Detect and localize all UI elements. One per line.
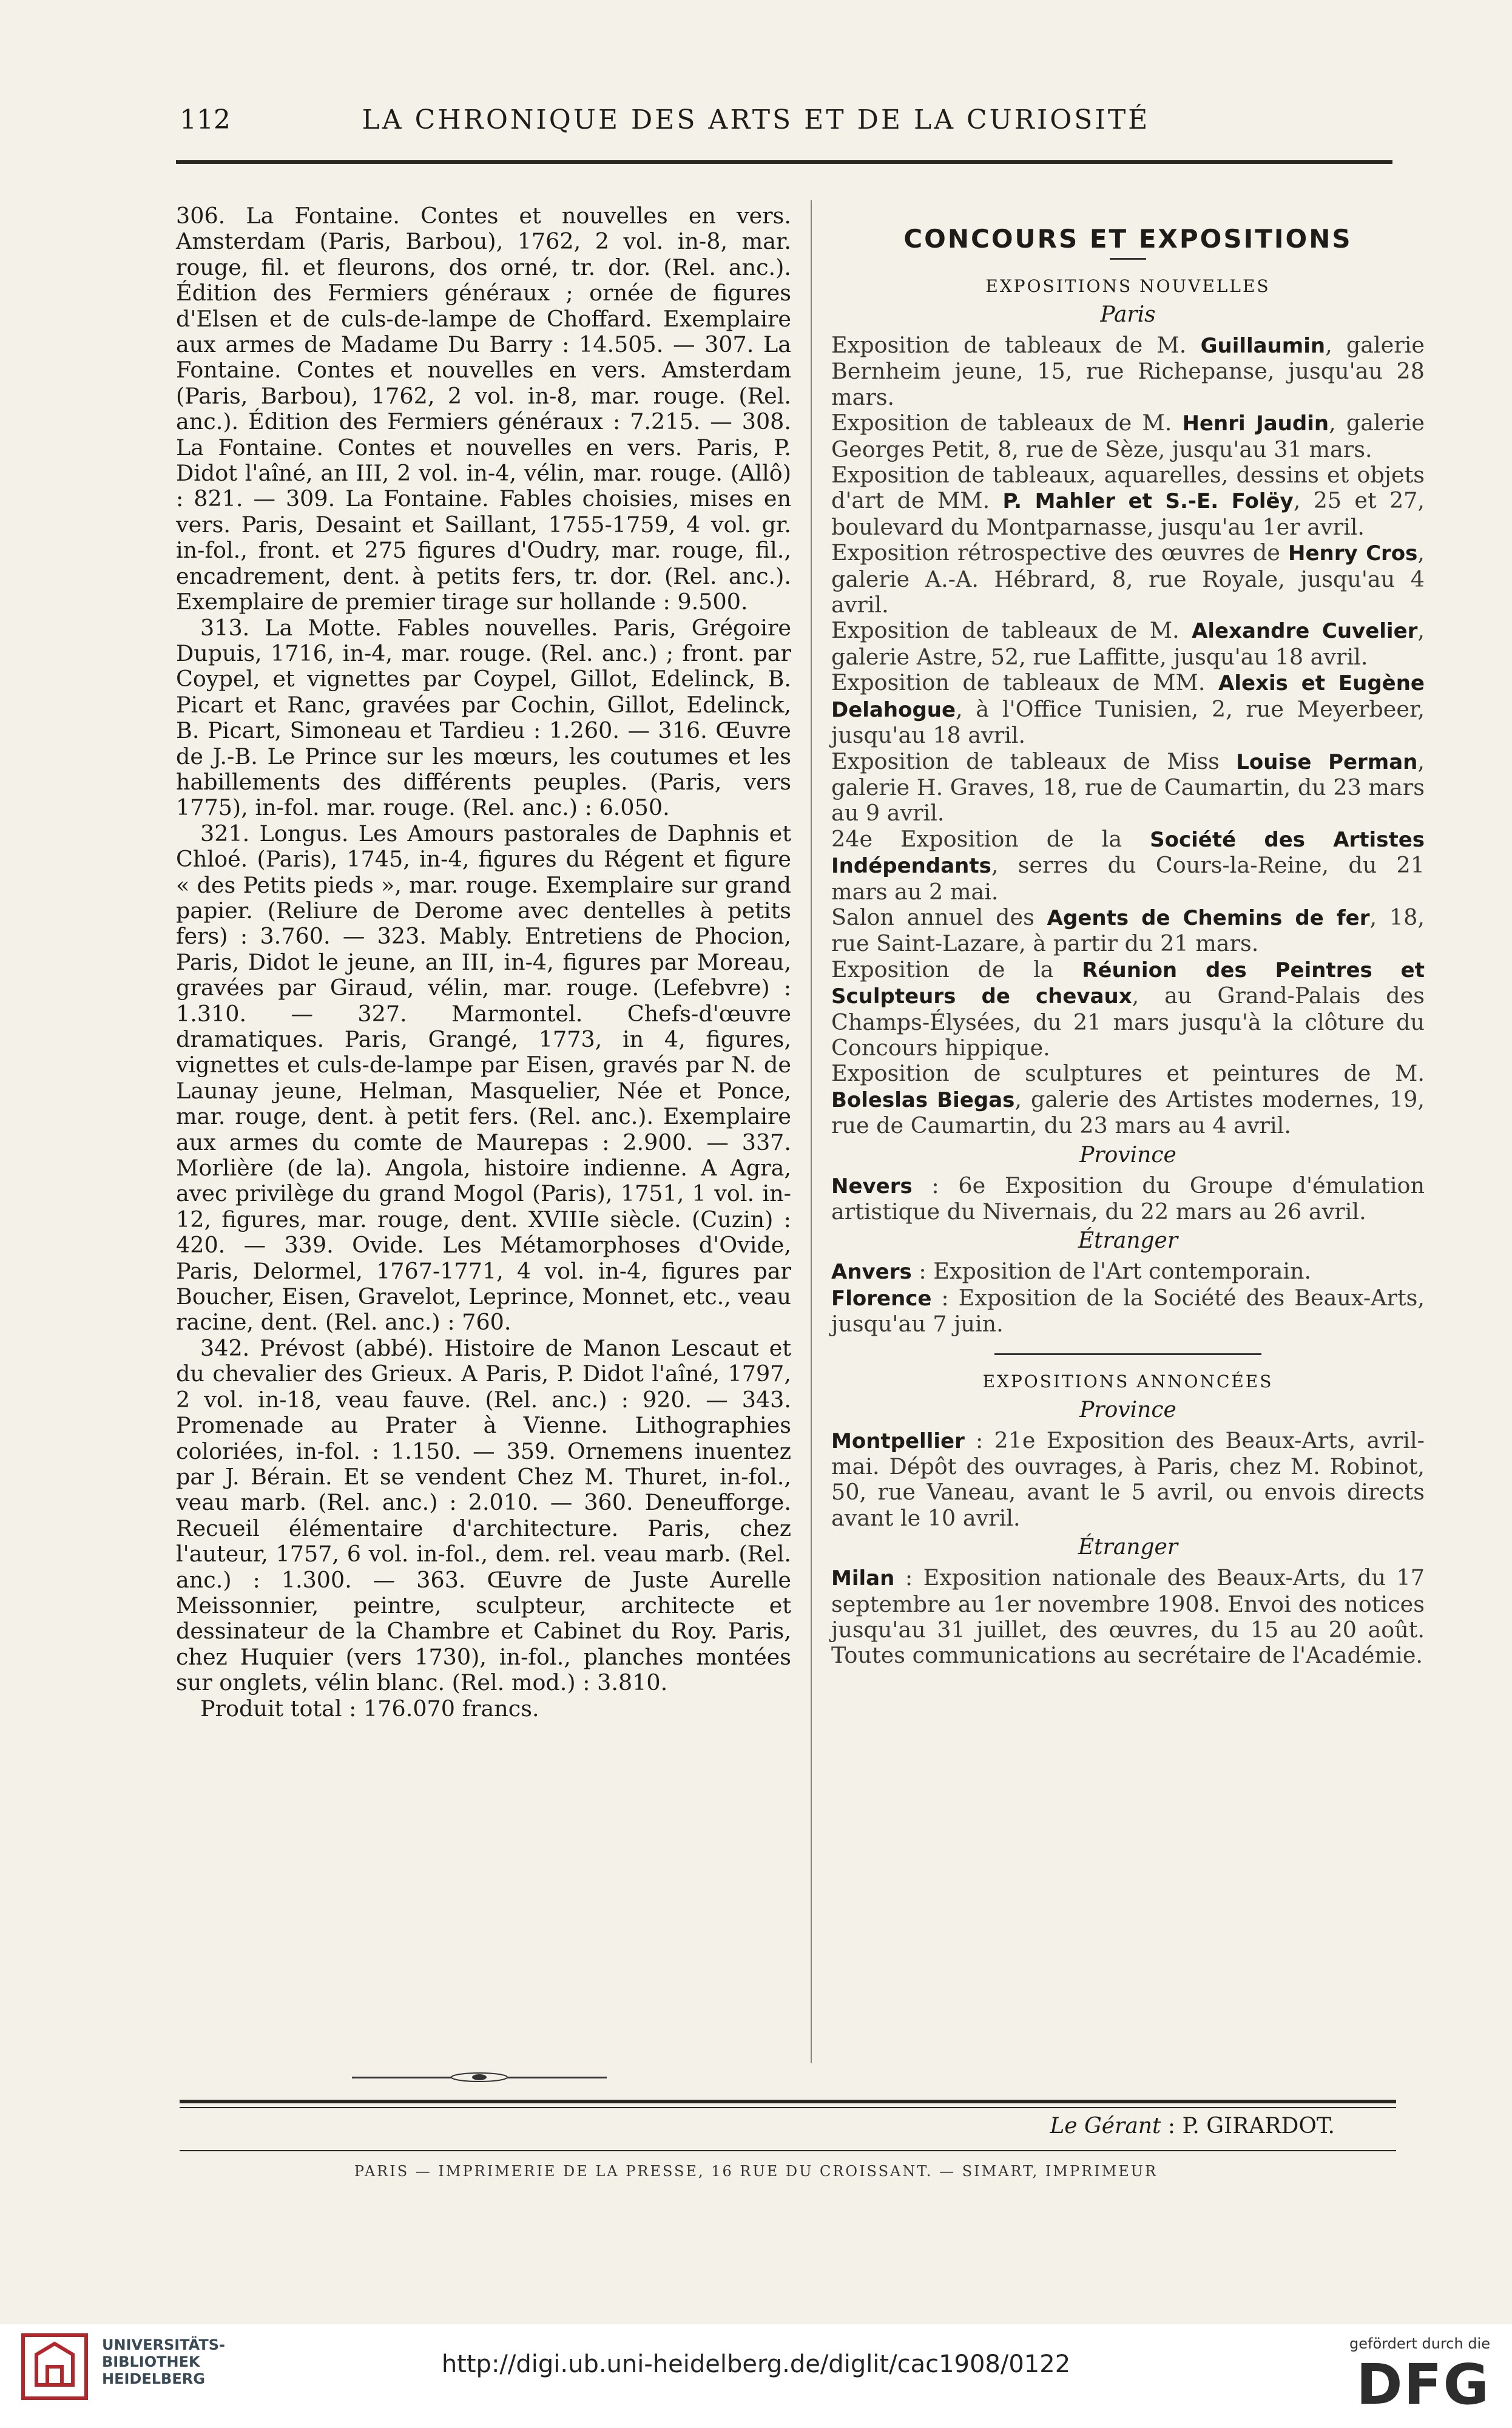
entry-name: Henri Jaudin [1182,411,1329,436]
entry-text-after: , galerie Astre, 52, rue Laffitte, jusqu'au 18 avril. [831,617,1425,670]
province-entries [831,1173,1425,1225]
paragraph-342: 342. Prévost (abbé). Histoire de Manon Lescaut et du chevalier des Grieux. A Paris, P. Didot l'aîné, 1797, 2 vol. in-18, veau fauve. (Rel. anc.) : 920. — 343. Promenade au Prater à Vienne. Lithographies coloriées, in-fol. : 1.150. — 359. Ornemens inuentez par J. Bérain. Et se vendent Chez M. Thuret, in-fol., veau marb. (Rel. anc.) : 2.010. — 360. Deneufforge. Recueil élémentaire d'architecture. Paris, chez l'auteur, 1757, 6 vol. in-fol., dem. rel. veau marb. (Rel. anc.) : 1.300. — 363. Œuvre de Juste Aurelle Meissonnier, peintre, sculpteur, architecte et dessinateur de la Chambre et Cabinet du Roy. Paris, chez Huquier (vers 1730), in-fol., planches montées sur onglets, vélin blanc. (Rel. mod.) : 3.810. [176,1334,791,1696]
exhibition-entry [831,670,1425,748]
exhibition-entry [831,1565,1425,1669]
library-line-2: BIBLIOTHEK [102,2353,200,2370]
right-column [831,203,1425,1669]
entry-text-before: Exposition de tableaux de M. [831,332,1201,358]
section-rule [994,1353,1261,1355]
library-line-1: UNIVERSITÄTS- [102,2336,226,2353]
province-label: Province [1079,1142,1176,1168]
entry-text-after: , galerie Bernheim jeune, 15, rue Richepanse, jusqu'au 28 mars. [831,332,1425,410]
entry-name: Boleslas Biegas [831,1087,1015,1112]
entry-text-after: , galerie Georges Petit, 8, rue de Sèze, jusqu'au 31 mars. [831,410,1425,462]
left-column [176,203,791,1722]
exhibition-entry [831,410,1425,462]
annoncees-heading: EXPOSITIONS ANNONCÉES [982,1371,1274,1392]
exhibition-entry [831,749,1425,827]
imprint-rule [180,2150,1396,2151]
entry-name: Milan [831,1566,895,1591]
entry-text-before: Exposition de la [831,956,1082,982]
nouvelles-heading: EXPOSITIONS NOUVELLES [985,276,1271,296]
paris-entries [831,333,1425,1139]
entry-text-after: : Exposition nationale des Beaux-Arts, du 17 septembre au 1er novembre 1908. Envoi des notices jusqu'au 31 juillet, des œuvres, du 15 au 20 août. Toutes communications au secrétaire de l'Académie. [831,1564,1425,1669]
entry-text-after: , à l'Office Tunisien, 2, rue Meyerbeer, jusqu'au 18 avril. [831,695,1425,749]
exhibition-entry [831,1061,1425,1138]
entry-text-after: : Exposition de la Société des Beaux-Arts, jusqu'au 7 juin. [831,1284,1425,1337]
exhibition-entry [831,905,1425,957]
paragraph-313: 313. La Motte. Fables nouvelles. Paris, Grégoire Dupuis, 1716, in-4, mar. rouge. (Rel. anc.) ; front. par Coypel, et vignettes par Coypel, Gillot, Edelinck, B. Picart et Ranc, gravées par Cochin, Gillot, Edelinck, B. Picart, Simoneau et Tardieu : 1.260. — 316. Œuvre de J.-B. Le Prince sur les mœurs, les coutumes et les habillements des différents peuples. (Paris, vers 1775), in-fol. mar. rouge. (Rel. anc.) : 6.050. [176,614,791,821]
etranger2-entries [831,1565,1425,1669]
exhibition-entry [831,1285,1425,1337]
gerant-name: : P. GIRARDOT. [1161,2114,1335,2139]
province2-label: Province [1079,1397,1176,1422]
total-line: Produit total : 176.070 francs. [200,1695,539,1722]
bottom-rule-thin [180,2107,1396,2108]
page-number: 112 [180,104,231,135]
entry-text-before: Exposition rétrospective des œuvres de [831,539,1289,566]
exhibition-entry [831,618,1425,670]
entry-text-after: , galerie H. Graves, 18, rue de Caumartin, du 23 mars au 9 avril. [831,748,1425,827]
entry-text-after: , au Grand-Palais des Champs-Élysées, du 21 mars jusqu'à la clôture du Concours hippique. [831,982,1425,1061]
entry-name: Louise Perman [1236,749,1418,774]
exhibition-entry [831,540,1425,618]
section-title: CONCOURS ET EXPOSITIONS [903,224,1352,254]
entry-text-after: , 25 et 27, boulevard du Montparnasse, jusqu'au 1er avril. [831,487,1425,540]
header-rule [176,160,1392,164]
running-title: LA CHRONIQUE DES ARTS ET DE LA CURIOSITÉ [362,104,1150,135]
exhibition-entry [831,957,1425,1061]
column-divider [811,200,812,2063]
entry-name: Alexis et Eugène Delahogue [831,671,1425,722]
entry-text-after: , galerie des Artistes modernes, 19, rue de Caumartin, du 23 mars au 4 avril. [831,1086,1425,1139]
entry-text-before: Exposition de tableaux de MM. [831,669,1219,696]
entry-name: P. Mahler et S.-E. Folëy [1002,489,1294,514]
exhibition-entry [831,1173,1425,1225]
dfg-logo: DFG [1356,2352,1490,2417]
gerant-label: Le Gérant [1050,2114,1161,2139]
etranger-entries [831,1259,1425,1337]
entry-name: Anvers [831,1260,912,1285]
entry-text-before: Exposition de tableaux de M. [831,617,1192,644]
imprint: PARIS — IMPRIMERIE DE LA PRESSE, 16 RUE DU CROISSANT. — SIMART, IMPRIMEUR [354,2163,1158,2180]
entry-text-before: 24e Exposition de la [831,825,1150,852]
entry-text-after: , galerie A.-A. Hébrard, 8, rue Royale, jusqu'au 4 avril. [831,539,1425,618]
etranger2-label: Étranger [1078,1535,1178,1560]
entry-text-before: Exposition de sculptures et peintures de M. [831,1060,1425,1087]
entry-text-after: : 6e Exposition du Groupe d'émulation artistique du Nivernais, du 22 mars au 26 avril. [831,1172,1425,1225]
entry-name: Henry Cros [1288,541,1418,566]
entry-name: Montpellier [831,1429,965,1453]
funding-label: gefördert durch die [1349,2335,1490,2352]
paragraph-306: 306. La Fontaine. Contes et nouvelles en vers. Amsterdam (Paris, Barbou), 1762, 2 vol. in-8, mar. rouge, fil. et fleurons, dos orné, tr. dor. (Rel. anc.). Édition des Fermiers généraux ; ornée de figures d'Elsen et de culs-de-lampe de Choffard. Exemplaire aux armes de Madame Du Barry : 14.505. — 307. La Fontaine. Contes et nouvelles en vers. Amsterdam (Paris, Barbou), 1762, 2 vol. in-8, mar. rouge. (Rel. anc.). Édition des Fermiers généraux : 7.215. — 308. La Fontaine. Contes et nouvelles en vers. Paris, P. Didot l'aîné, an III, 2 vol. in-4, vélin, mar. rouge. (Allô) : 821. — 309. La Fontaine. Fables choisies, mises en vers. Paris, Desaint et Saillant, 1755-1759, 4 vol. gr. in-fol., front. et 275 figures d'Oudry, mar. rouge, fil., encadrement, dent. à petits fers, tr. dor. (Rel. anc.). Exemplaire de premier tirage sur hollande : 9.500. [176,203,791,615]
entry-name: Réunion des Peintres et Sculpteurs de chevaux [831,958,1425,1009]
paris-label: Paris [1100,302,1156,327]
title-rule [1110,258,1146,260]
entry-text-before: Exposition de tableaux, aquarelles, dessins et objets d'art de MM. [831,462,1425,514]
province2-entries [831,1428,1425,1532]
library-line-3: HEIDELBERG [102,2370,205,2387]
entry-text-after: : 21e Exposition des Beaux-Arts, avril-mai. Dépôt des ouvrages, à Paris, chez M. Robinot, 50, rue Vaneau, avant le 5 avril, ou envois directs avant le 10 avril. [831,1427,1425,1531]
entry-text-after: , serres du Cours-la-Reine, du 21 mars au 2 mai. [831,852,1425,905]
exhibition-entry [831,827,1425,905]
entry-text-before: Exposition de tableaux de M. [831,410,1183,436]
gerant-signature [1007,2114,1335,2139]
entry-text-before: Salon annuel des [831,904,1047,930]
entry-name: Nevers [831,1174,913,1199]
entry-name: Florence [831,1286,932,1311]
source-url-link[interactable]: http://digi.ub.uni-heidelberg.de/diglit/cac1908/0122 [441,2350,1071,2378]
fleuron-icon [449,2072,510,2083]
entry-text-after: : Exposition de l'Art contemporain. [911,1258,1312,1285]
entry-name: Société des Artistes Indépendants [831,827,1425,879]
entry-name: Guillaumin [1200,334,1326,358]
etranger-label: Étranger [1078,1228,1178,1254]
entry-name: Agents de Chemins de fer [1047,905,1370,930]
exhibition-entry [831,1428,1425,1532]
entry-name: Alexandre Cuvelier [1192,619,1418,644]
paragraph-321: 321. Longus. Les Amours pastorales de Daphnis et Chloé. (Paris), 1745, in-4, figures du Régent et figure « des Petits pieds », mar. rouge. Exemplaire sur grand papier. (Reliure de Derome avec dentelles à petits fers) : 3.760. — 323. Mably. Entretiens de Phocion, Paris, Didot le jeune, an III, in-4, figures par Moreau, gravées par Giraud, vélin, mar. rouge. (Lefebvre) : 1.310. — 327. Marmontel. Chefs-d'œuvre dramatiques. Paris, Grangé, 1773, in 4, figures, vignettes et culs-de-lampe par Eisen, gravés par N. de Launay jeune, Helman, Masquelier, Née et Ponce, mar. rouge, dent. à petit fers. (Rel. anc.). Exemplaire aux armes du comte de Maurepas : 2.900. — 337. Morlière (de la). Angola, histoire indienne. A Agra, avec privilège du grand Mogol (Paris), 1751, 1 vol. in-12, figures, mar. rouge, dent. XVIIIe siècle. (Cuzin) : 420. — 339. Ovide. Les Métamorphoses d'Ovide, Paris, Delormel, 1767-1771, 4 vol. in-4, figures par Boucher, Eisen, Gravelot, Leprince, Monnet, etc., veau racine, dent. (Rel. anc.) : 760. [176,820,791,1336]
exhibition-entry [831,462,1425,540]
entry-text-after: , 18, rue Saint-Lazare, à partir du 21 mars. [831,904,1425,957]
entry-text-before: Exposition de tableaux de Miss [831,748,1237,774]
exhibition-entry [831,333,1425,410]
bottom-rule-thick [180,2100,1396,2103]
exhibition-entry [831,1259,1425,1285]
